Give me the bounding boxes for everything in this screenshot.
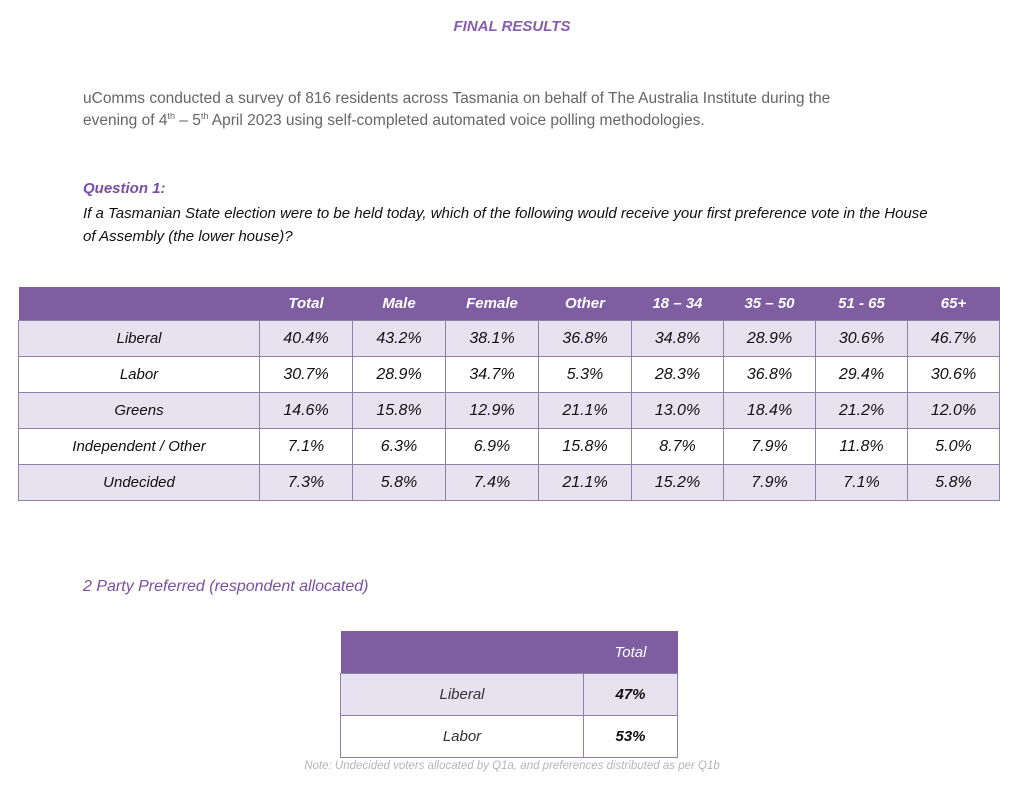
header-other: Other bbox=[539, 287, 632, 321]
party-label: Undecided bbox=[19, 465, 260, 501]
table-row bbox=[19, 429, 1000, 465]
page-title: FINAL RESULTS bbox=[453, 18, 571, 35]
table-cell: 7.3% bbox=[260, 465, 353, 501]
table-cell: 40.4% bbox=[260, 321, 353, 357]
table-cell: 18.4% bbox=[724, 393, 816, 429]
table-row bbox=[341, 674, 678, 716]
tpp-party-label: Labor bbox=[341, 716, 584, 758]
results-table bbox=[18, 287, 1000, 501]
table-cell: 21.2% bbox=[816, 393, 908, 429]
table-cell: 12.9% bbox=[446, 393, 539, 429]
header-female: Female bbox=[446, 287, 539, 321]
question-text: If a Tasmanian State election were to be held today, which of the following would receive your first preference vote in the House of Assembly (the lower house)? bbox=[83, 205, 928, 245]
tpp-value: 53% bbox=[584, 716, 678, 758]
party-label: Liberal bbox=[19, 321, 260, 357]
intro-sup-1: th bbox=[167, 111, 175, 121]
table-cell: 28.9% bbox=[353, 357, 446, 393]
table-row bbox=[19, 321, 1000, 357]
table-cell: 5.8% bbox=[908, 465, 1000, 501]
table-cell: 12.0% bbox=[908, 393, 1000, 429]
tpp-value: 47% bbox=[584, 674, 678, 716]
table-cell: 15.8% bbox=[353, 393, 446, 429]
question-label: Question 1: bbox=[83, 180, 166, 197]
table-cell: 11.8% bbox=[816, 429, 908, 465]
header-35-50: 35 – 50 bbox=[724, 287, 816, 321]
party-label: Greens bbox=[19, 393, 260, 429]
header-male: Male bbox=[353, 287, 446, 321]
tpp-table bbox=[340, 631, 678, 758]
table-cell: 30.7% bbox=[260, 357, 353, 393]
table-cell: 46.7% bbox=[908, 321, 1000, 357]
table-header-row bbox=[19, 287, 1000, 321]
table-cell: 14.6% bbox=[260, 393, 353, 429]
table-cell: 7.1% bbox=[260, 429, 353, 465]
table-cell: 6.3% bbox=[353, 429, 446, 465]
table-row bbox=[19, 393, 1000, 429]
table-cell: 5.8% bbox=[353, 465, 446, 501]
table-cell: 8.7% bbox=[632, 429, 724, 465]
tpp-header-empty bbox=[341, 631, 584, 674]
intro-line-2c: April 2023 using self-completed automated voice polling methodologies. bbox=[208, 112, 705, 129]
table-cell: 5.3% bbox=[539, 357, 632, 393]
table-cell: 28.9% bbox=[724, 321, 816, 357]
table-cell: 30.6% bbox=[908, 357, 1000, 393]
table-row bbox=[19, 465, 1000, 501]
table-cell: 15.8% bbox=[539, 429, 632, 465]
header-65-plus: 65+ bbox=[908, 287, 1000, 321]
intro-line-2b: – 5 bbox=[174, 112, 201, 129]
table-cell: 43.2% bbox=[353, 321, 446, 357]
header-51-65: 51 - 65 bbox=[816, 287, 908, 321]
intro-line-1: uComms conducted a survey of 816 residents across Tasmania on behalf of The Australia Institute during the bbox=[83, 90, 831, 107]
table-cell: 29.4% bbox=[816, 357, 908, 393]
intro-line-2a: evening of 4 bbox=[83, 112, 168, 129]
tpp-heading: 2 Party Preferred (respondent allocated) bbox=[83, 578, 369, 595]
intro-sup-2: th bbox=[200, 111, 209, 121]
table-cell: 21.1% bbox=[539, 393, 632, 429]
tpp-party-label: Liberal bbox=[341, 674, 584, 716]
party-label: Independent / Other bbox=[19, 429, 260, 465]
table-row bbox=[19, 357, 1000, 393]
table-cell: 6.9% bbox=[446, 429, 539, 465]
table-cell: 15.2% bbox=[632, 465, 724, 501]
table-cell: 34.7% bbox=[446, 357, 539, 393]
tpp-header-total: Total bbox=[584, 631, 678, 674]
footnote: Note: Undecided voters allocated by Q1a, and preferences distributed as per Q1b bbox=[304, 760, 720, 772]
table-cell: 7.1% bbox=[816, 465, 908, 501]
table-cell: 13.0% bbox=[632, 393, 724, 429]
table-cell: 7.4% bbox=[446, 465, 539, 501]
table-row bbox=[341, 716, 678, 758]
table-cell: 21.1% bbox=[539, 465, 632, 501]
table-cell: 36.8% bbox=[724, 357, 816, 393]
table-cell: 28.3% bbox=[632, 357, 724, 393]
table-cell: 38.1% bbox=[446, 321, 539, 357]
header-18-34: 18 – 34 bbox=[632, 287, 724, 321]
table-cell: 7.9% bbox=[724, 429, 816, 465]
table-cell: 36.8% bbox=[539, 321, 632, 357]
table-cell: 30.6% bbox=[816, 321, 908, 357]
tpp-header-row bbox=[341, 631, 678, 674]
table-cell: 5.0% bbox=[908, 429, 1000, 465]
header-total: Total bbox=[260, 287, 353, 321]
party-label: Labor bbox=[19, 357, 260, 393]
header-empty bbox=[19, 287, 260, 321]
table-cell: 7.9% bbox=[724, 465, 816, 501]
intro-paragraph bbox=[83, 88, 943, 132]
table-cell: 34.8% bbox=[632, 321, 724, 357]
